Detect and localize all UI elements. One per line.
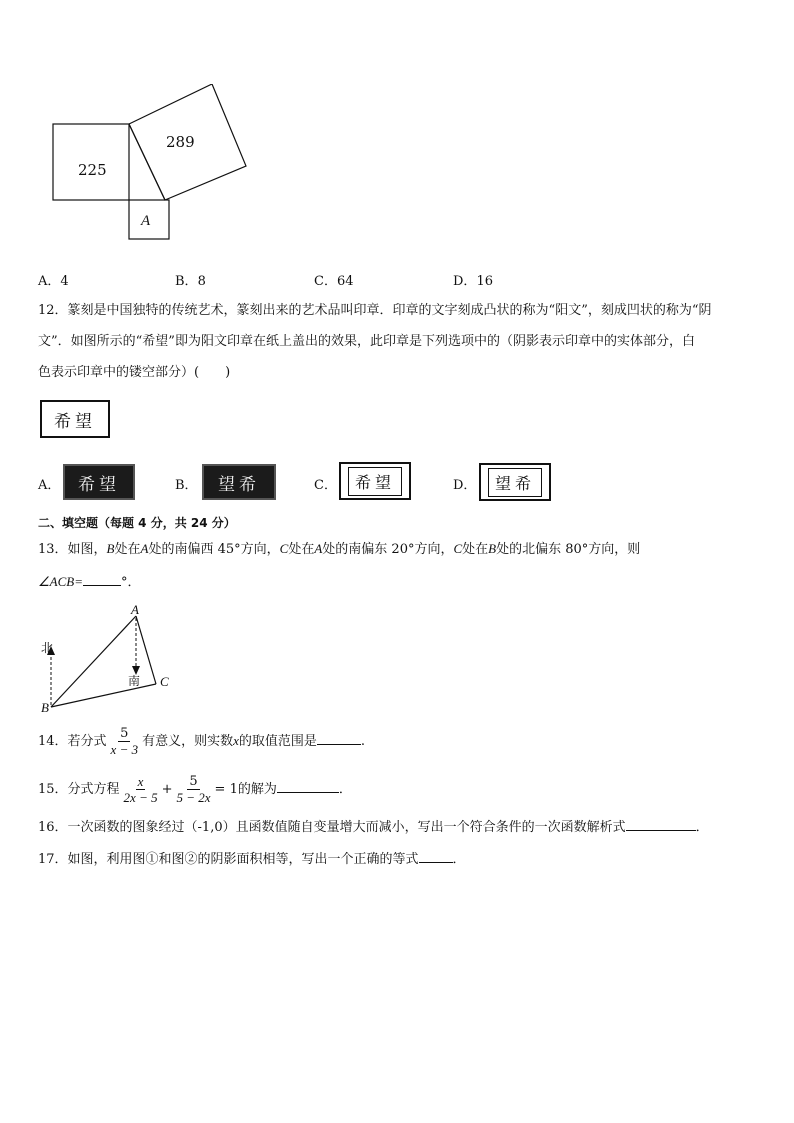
q12-option-b-letter[interactable]: B． [175,478,198,493]
q11-option-d[interactable]: D．16 [453,274,493,289]
q15-text: 15．分式方程 $\frac{x}{2x - 5}$ + $\frac{5}{5 - 2x}$ = 1的解为 ． [38,774,352,805]
q12-text-line-2: 文”．如图所示的“希望”即为阳文印章在纸上盖出的效果，此印章是下列选项中的（阴影表示印章中的实体部分，白 [38,334,695,349]
section-2-title: 二、填空题（每题 4 分，共 24 分） [38,516,236,530]
q14-answer-blank[interactable] [317,732,361,745]
q12-option-d-letter[interactable]: D． [453,478,477,493]
q16-answer-blank[interactable] [626,818,696,831]
q14-fraction: $\frac{5}{x - 3}$ [110,726,139,757]
q12-option-a-letter[interactable]: A． [38,478,61,493]
q12-option-c-letter[interactable]: C． [314,478,337,493]
q16-text: 16．一次函数的图象经过（-1,0）且函数值随自变量增大而减小，写出一个符合条件的一次函数解析式 ． [38,820,709,835]
q12-option-b-stamp[interactable]: 望希 [202,464,276,500]
q17-answer-blank[interactable] [419,850,453,863]
q11-option-c[interactable]: C．64 [314,274,354,289]
q13-triangle-figure [38,600,188,718]
edge-ab [51,616,136,707]
square-225-label: 225 [78,161,107,179]
triangle-edge [129,124,165,200]
q17-text: 17．如图，利用图①和图②的阴影面积相等，写出一个正确的等式 ． [38,852,466,867]
q13-fig-south-label: 南 [128,674,141,688]
q13-text-line-2: ∠ACB= °． [38,574,141,590]
q15-answer-blank[interactable] [277,780,339,793]
q13-fig-b-label: B [41,700,49,715]
q13-text-line-1: 13．如图，B处在A处的南偏西 45°方向，C处在A处的南偏东 20°方向，C处在B处的北偏东 80°方向，则 [38,541,641,557]
q15-fraction-1: $\frac{x}{2x - 5}$ [123,774,158,805]
q11-option-a[interactable]: A．4 [38,274,69,289]
edge-bc [51,684,156,707]
square-a-label: A [141,213,151,229]
q14-text: 14．若分式 $\frac{5}{x - 3}$ 有意义，则实数x的取值范围是 . [38,726,366,757]
square-289-label: 289 [166,133,195,151]
q13-fig-north-label: 北 [41,641,54,655]
q12-reference-stamp: 希望 [40,400,110,438]
q11-option-b[interactable]: B．8 [175,274,206,289]
q13-fig-c-label: C [160,674,169,689]
q13-fig-a-label: A [131,602,139,617]
q12-text-line-3: 色表示印章中的镂空部分）( ) [38,365,231,380]
q12-option-a-stamp[interactable]: 希望 [63,464,135,500]
q12-option-d-stamp[interactable]: 望希 [479,463,551,501]
q15-fraction-2: $\frac{5}{5 - 2x}$ [176,774,211,805]
q13-answer-blank[interactable] [83,573,121,586]
q12-option-c-stamp[interactable]: 希望 [339,462,411,500]
q12-text-line-1: 12．篆刻是中国独特的传统艺术，篆刻出来的艺术品叫印章．印章的文字刻成凸状的称为“阳文”，刻成凹状的称为“阴 [38,303,712,318]
